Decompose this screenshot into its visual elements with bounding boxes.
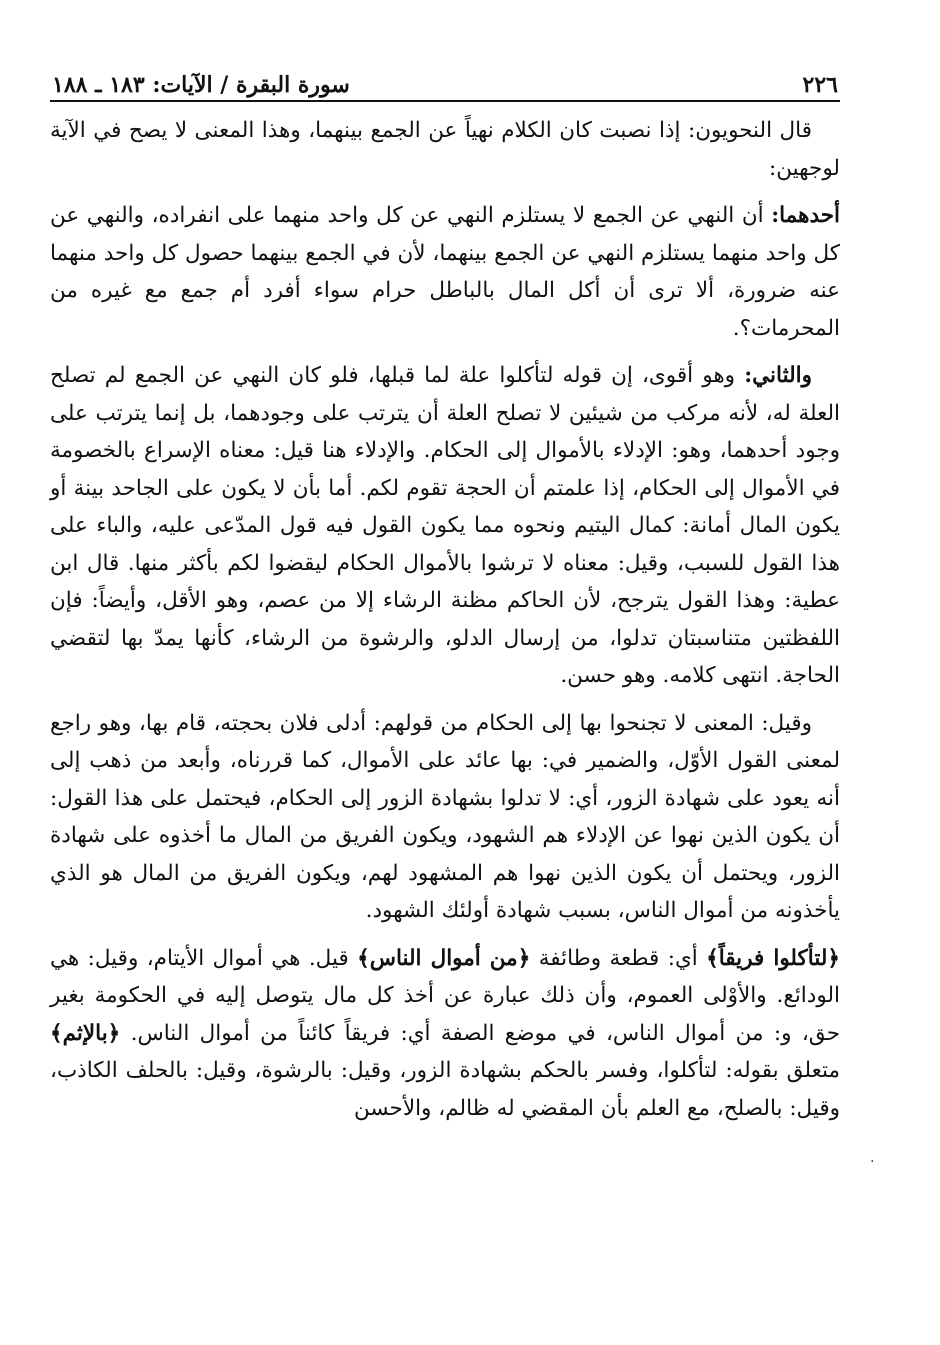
margin-mark: . xyxy=(870,1150,875,1166)
paragraph-grammarians xyxy=(50,112,840,187)
paragraph-text: وهو أقوى، إن قوله لتأكلوا علة لما قبلها، فلو كان النهي عن الجمع لم تصلح العلة له، لأنه مركب من شيئين لا تصلح العلة أن يترتب على وجودهما، بل إنما يترتب على وجود أحدهما، وهو: الإدلاء بالأموال إلى الحكام. والإدلاء هنا قيل: معناه الإسراع بالخصومة في الأموال إلى الحكام، إذا علمتم أن الحجة تقوم لكم. أما بأن لا يكون على الجاحد بينة أو يكون المال أمانة: كمال اليتيم ونحوه مما يكون القول فيه قول المدّعى عليه، والباء على هذا القول للسبب، وقيل: معناه لا ترشوا بالأموال الحكام ليقضوا لكم بأكثر منها. قال ابن عطية: وهذا القول يترجح، لأن الحاكم مظنة الرشاء إلا من عصم، وهو الأقل، وأيضاً: فإن اللفظتين متناسبتان تدلوا، من إرسال الدلو، والرشوة من الرشاء، كأنها يمدّ بها لتقضي الحاجة. انتهى كلامه. وهو حسن. xyxy=(50,363,840,688)
quran-quote: ﴿بالإثم﴾ xyxy=(50,1020,121,1046)
paragraph-alternative-meaning xyxy=(50,705,840,930)
paragraph-lead: والثاني: xyxy=(744,363,812,388)
paragraph-text: وقيل: المعنى لا تجنحوا بها إلى الحكام من قولهم: أدلى فلان بحجته، قام بها، وهو راجع لمعنى القول الأوّل، والضمير في: بها عائد على الأموال، كما قررناه، وأبعد من ذهب إلى أنه يعود على شهادة الزور، أي: لا تدلوا بشهادة الزور إلى الحكام، فيحتمل على هذا القول: أن يكون الذين نهوا عن الإدلاء هم الشهود، ويكون الفريق من المال ما أخذوه على شهادة الزور، ويحتمل أن يكون الذين نهوا هم المشهود لهم، ويكون الفريق من المال هو الذي يأخذونه من أموال الناس، بسبب شهادة أولئك الشهود. xyxy=(50,710,840,923)
paragraph-first-reason xyxy=(50,197,840,347)
paragraph-second-reason xyxy=(50,357,840,695)
paragraph-text: قيل. هي أموال الأيتام، وقيل: هي الودائع. والأوْلى العموم، وأن ذلك عبارة عن أخذ كل مال يتوصل إليه في الحكومة بغير حق، و: من أموال الناس، في موضع الصفة أي: فريقاً كائناً من أموال الناس. xyxy=(50,945,840,1046)
paragraph-text: قال النحويون: إذا نصبت كان الكلام نهياً عن الجمع بينهما، وهذا المعنى لا يصح في الآية لوجهين: xyxy=(50,118,840,181)
paragraph-text: أي: قطعة وطائفة xyxy=(530,945,707,971)
paragraph-verse-commentary xyxy=(50,940,840,1128)
running-header xyxy=(50,62,840,98)
quran-quote: ﴿من أموال الناس﴾ xyxy=(357,945,531,971)
page-number: ٢٢٦ xyxy=(802,72,838,98)
chapter-title: سورة البقرة / الآيات: ١٨٣ ـ ١٨٨ xyxy=(52,72,350,98)
quran-quote: ﴿لتأكلوا فريقاً﴾ xyxy=(706,945,840,971)
page-body xyxy=(50,112,840,1137)
paragraph-text: متعلق بقوله: لتأكلوا، وفسر بالحكم بشهادة الزور، وقيل: بالرشوة، وقيل: بالحلف الكاذب، وقيل: بالصلح، مع العلم بأن المقضي له ظالم، والأحسن xyxy=(50,1058,840,1121)
paragraph-lead: أحدهما: xyxy=(771,203,840,228)
header-rule xyxy=(50,100,840,102)
paragraph-text: أن النهي عن الجمع لا يستلزم النهي عن كل واحد منهما على انفراده، والنهي عن كل واحد منهما يستلزم النهي عن الجمع بينهما، لأن في الجمع بينهما حصول كل واحد منهما عنه ضرورة، ألا ترى أن أكل المال بالباطل حرام سواء أفرد أم جمع مع غيره من المحرمات؟. xyxy=(50,203,840,341)
